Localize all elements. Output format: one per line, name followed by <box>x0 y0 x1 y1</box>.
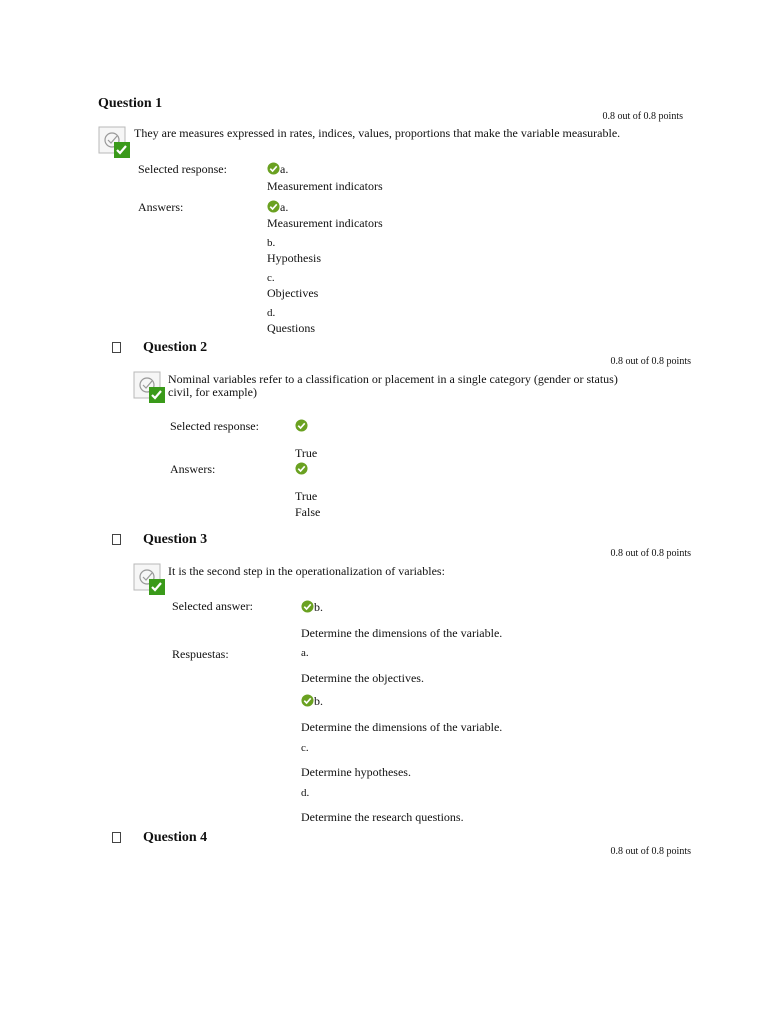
question-2-selected-label: Selected response: <box>170 419 259 433</box>
question-2-text-line2: civil, for example) <box>168 385 257 399</box>
choice-letter: b. <box>314 694 323 708</box>
toggle-box-icon[interactable] <box>112 534 121 545</box>
check-circle-icon <box>301 694 314 707</box>
choice-letter: a. <box>280 162 289 176</box>
answer-text: Determine hypotheses. <box>301 765 411 779</box>
graded-correct-icon <box>98 126 130 158</box>
answer-text: Objectives <box>267 286 319 300</box>
check-circle-icon <box>267 200 280 213</box>
answer-text: Determine the objectives. <box>301 671 424 685</box>
question-1-text: They are measures expressed in rates, indices, values, proportions that make the variable measurable. <box>134 126 621 140</box>
check-circle-icon <box>267 162 280 175</box>
answer-option <box>301 694 323 709</box>
answer-option <box>267 200 288 215</box>
question-2-points: 0.8 out of 0.8 points <box>610 356 691 367</box>
answer-text: Questions <box>267 321 315 335</box>
choice-letter: b. <box>314 600 323 614</box>
question-3-selected-label: Selected answer: <box>172 599 253 613</box>
question-3-text: It is the second step in the operationalization of variables: <box>168 564 445 578</box>
answer-text: True <box>295 489 318 503</box>
check-circle-icon <box>301 600 314 613</box>
question-3-answers-label: Respuestas: <box>172 647 229 661</box>
question-1-points: 0.8 out of 0.8 points <box>602 111 683 122</box>
answer-text: Determine the dimensions of the variable. <box>301 720 503 734</box>
answer-text: Measurement indicators <box>267 216 383 230</box>
check-circle-icon <box>295 419 308 432</box>
check-circle-icon <box>295 462 308 475</box>
question-1-answers-label: Answers: <box>138 200 184 214</box>
answer-text: False <box>295 505 321 519</box>
graded-correct-icon <box>133 563 165 595</box>
question-3-selected-text: Determine the dimensions of the variable. <box>301 626 503 640</box>
question-1-selected-label: Selected response: <box>138 162 227 176</box>
question-2-title: Question 2 <box>143 340 208 355</box>
answer-text: Hypothesis <box>267 251 321 265</box>
question-1-selected-text: Measurement indicators <box>267 179 383 193</box>
question-3-points: 0.8 out of 0.8 points <box>610 548 691 559</box>
choice-letter: a. <box>280 200 289 214</box>
choice-letter: b. <box>267 237 276 249</box>
choice-letter: c. <box>267 272 275 284</box>
question-4-title: Question 4 <box>143 830 208 845</box>
choice-letter: c. <box>301 742 309 754</box>
choice-letter: d. <box>267 307 276 319</box>
graded-correct-icon <box>133 371 165 403</box>
answer-text: Determine the research questions. <box>301 810 464 824</box>
question-3-selected-choice <box>301 600 323 615</box>
question-1-title: Question 1 <box>98 96 163 111</box>
question-3-title: Question 3 <box>143 532 208 547</box>
question-2-answers-label: Answers: <box>170 462 216 476</box>
toggle-box-icon[interactable] <box>112 342 121 353</box>
question-4-points: 0.8 out of 0.8 points <box>610 846 691 857</box>
choice-letter: d. <box>301 787 310 799</box>
toggle-box-icon[interactable] <box>112 832 121 843</box>
question-2-text-line1: Nominal variables refer to a classification or placement in a single category (gender or status) <box>168 372 618 386</box>
choice-letter: a. <box>301 647 309 659</box>
question-1-selected-choice <box>267 162 288 177</box>
question-2-selected-text: True <box>295 446 318 460</box>
